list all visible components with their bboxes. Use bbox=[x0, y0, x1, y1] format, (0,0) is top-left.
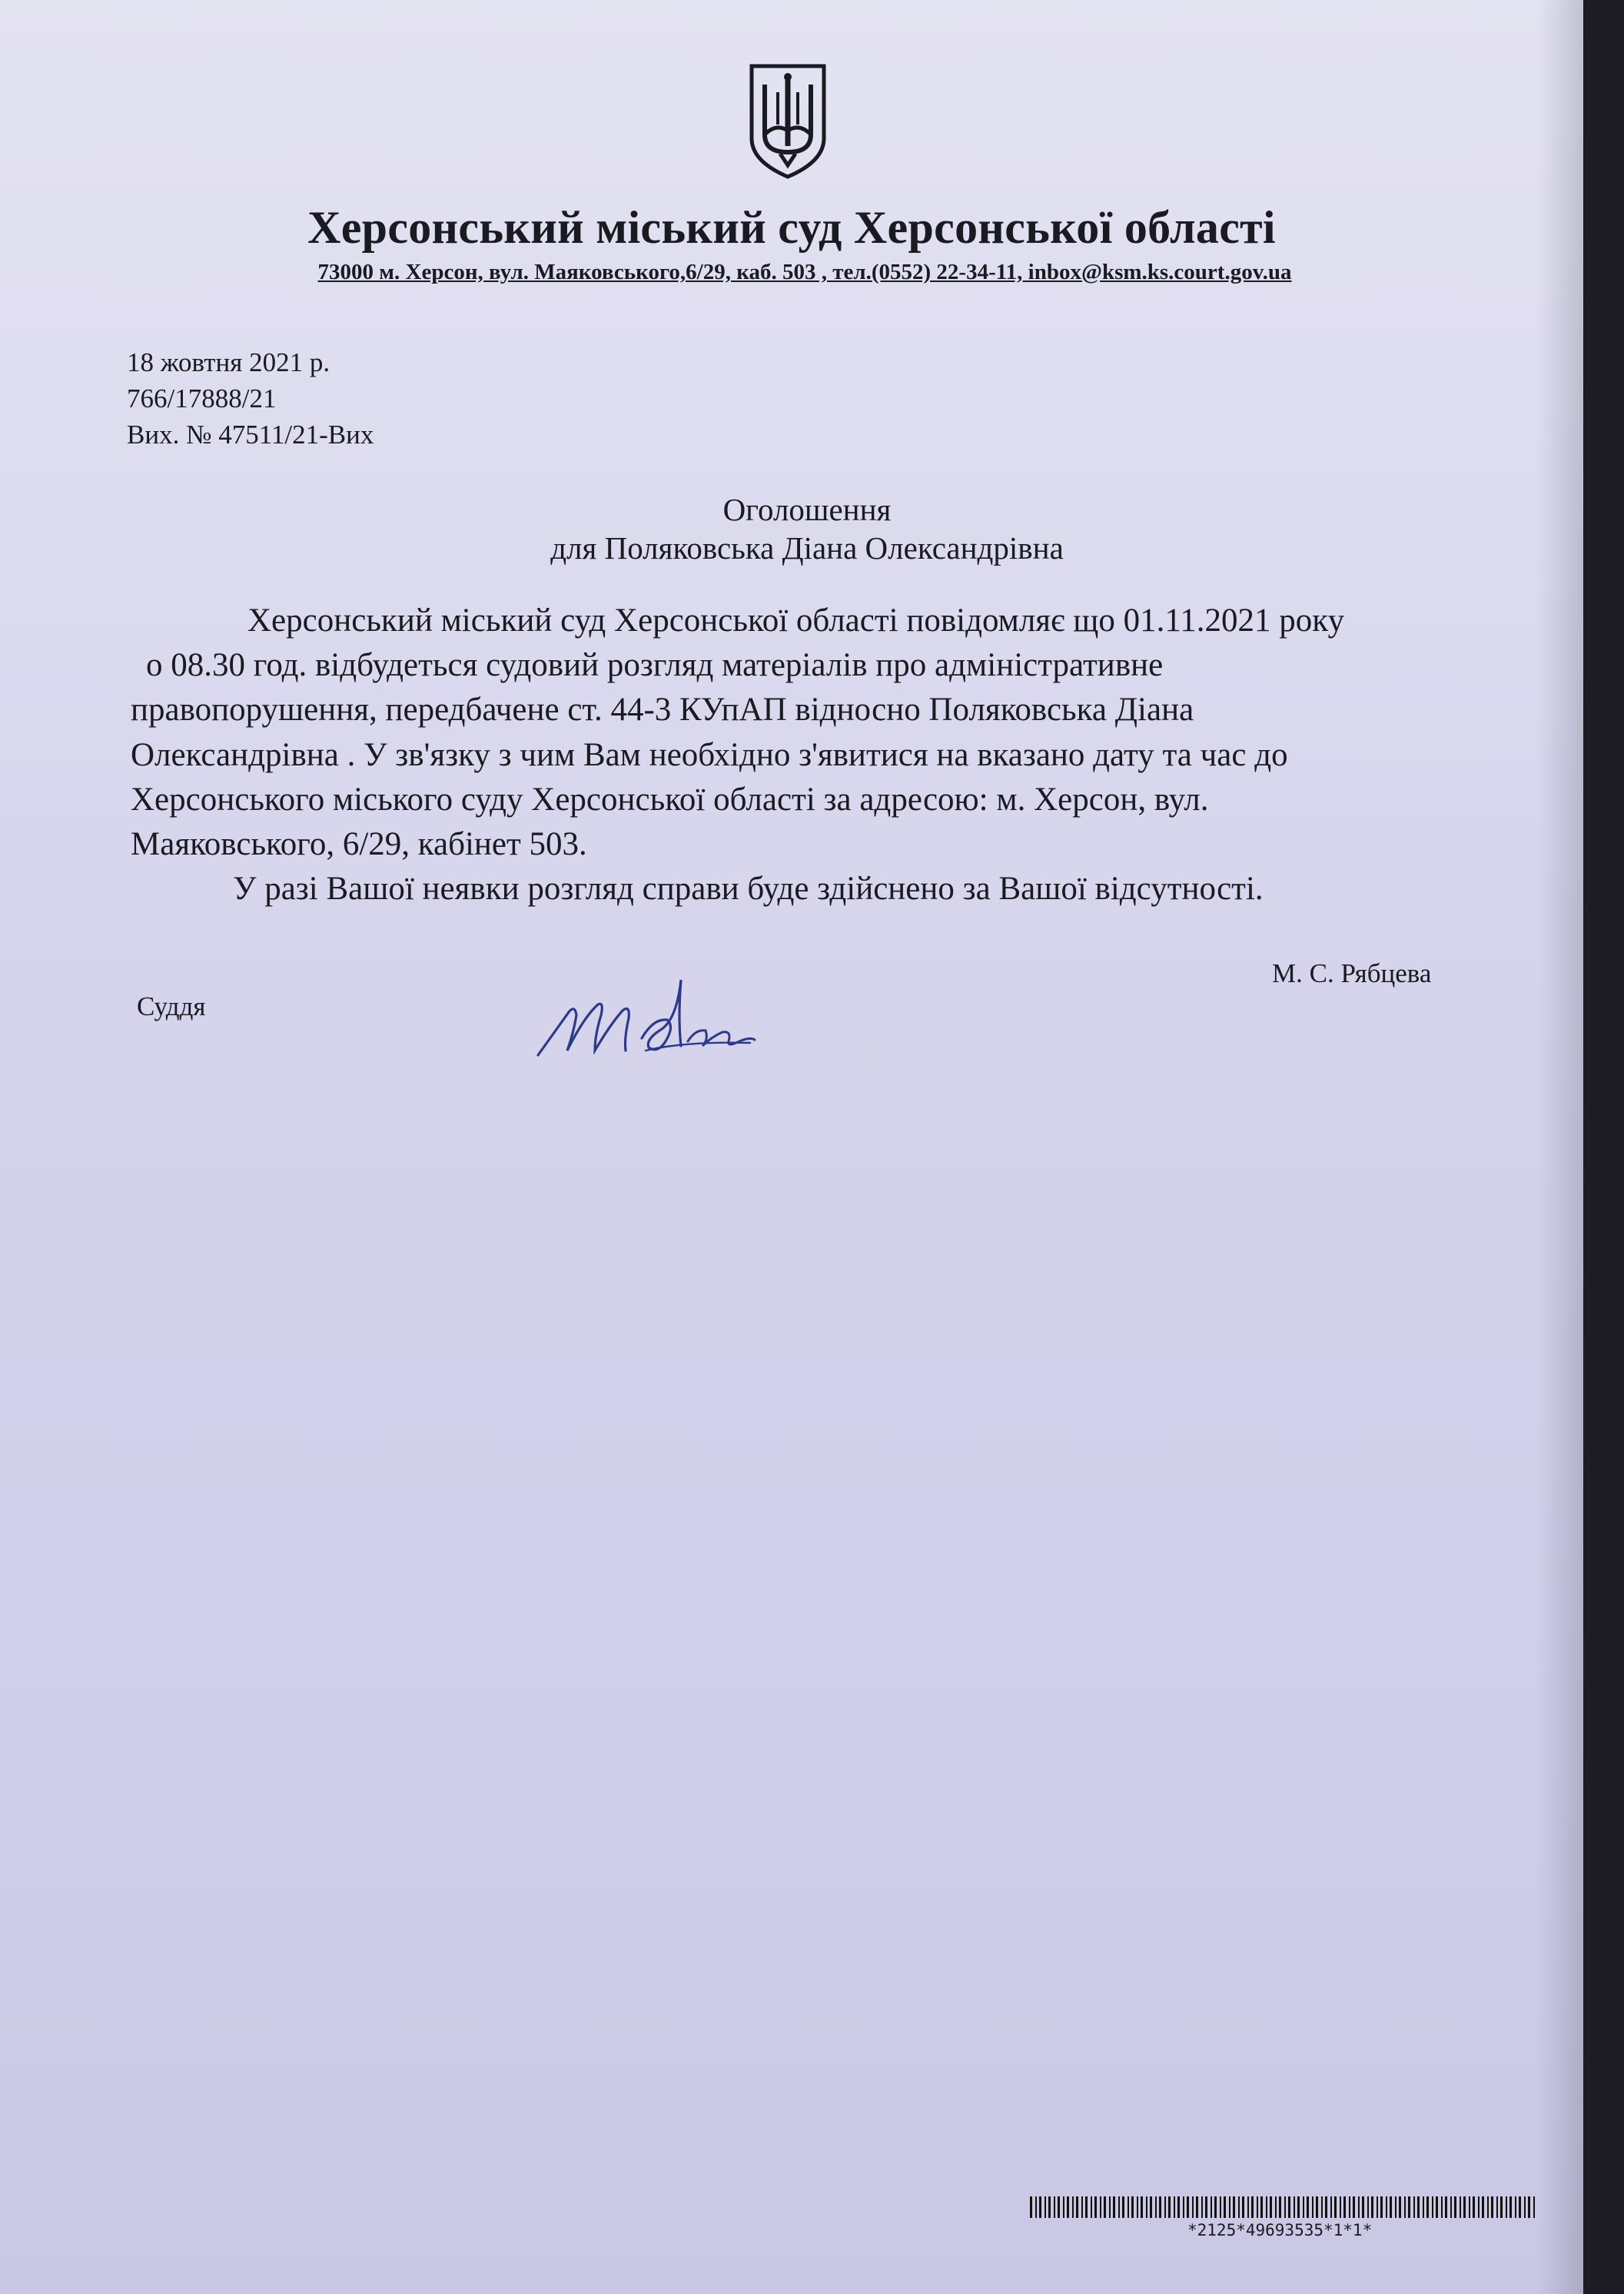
barcode-number: *2125*49693535*1*1* bbox=[1187, 2221, 1373, 2239]
court-name: Херсонський міський суд Херсонської області bbox=[307, 202, 1276, 253]
barcode bbox=[1030, 2196, 1537, 2218]
document-meta bbox=[127, 344, 374, 453]
body-line: Херсонський міський суд Херсонської області повідомляє що 01.11.2021 року bbox=[247, 603, 1345, 639]
notice-recipient: для Поляковська Діана Олександрівна bbox=[550, 530, 1064, 566]
coat-of-arms-icon bbox=[746, 61, 830, 181]
judge-role-label: Суддя bbox=[137, 991, 206, 1021]
body-line: правопорушення, передбачене ст. 44-3 КУпАП відносно Поляковська Діана bbox=[131, 692, 1194, 728]
page-edge-shadow bbox=[1537, 0, 1583, 2294]
court-address: 73000 м. Херсон, вул. Маяковського,6/29, каб. 503 , тел.(0552) 22-34-11, inbox@ksm.ks.court.gov.ua bbox=[317, 260, 1292, 284]
notice-title: Оголошення bbox=[722, 492, 892, 527]
handwritten-signature-icon bbox=[530, 964, 761, 1072]
outgoing-number: Вих. № 47511/21-Вих bbox=[127, 420, 374, 450]
case-number: 766/17888/21 bbox=[127, 383, 277, 413]
body-line: о 08.30 год. відбудеться судовий розгляд матеріалів про адміністративне bbox=[146, 647, 1164, 683]
document-date: 18 жовтня 2021 р. bbox=[127, 347, 330, 377]
body-line: У разі Вашої неявки розгляд справи буде здійснено за Вашої відсутності. bbox=[233, 871, 1264, 907]
judge-name: М. С. Рябцева bbox=[1272, 958, 1432, 988]
body-line: Херсонського міського суду Херсонської області за адресою: м. Херсон, вул. bbox=[131, 782, 1209, 818]
body-line: Олександрівна . У зв'язку з чим Вам необхідно з'явитися на вказано дату та час до bbox=[131, 737, 1288, 773]
body-line: Маяковського, 6/29, кабінет 503. bbox=[131, 826, 587, 862]
